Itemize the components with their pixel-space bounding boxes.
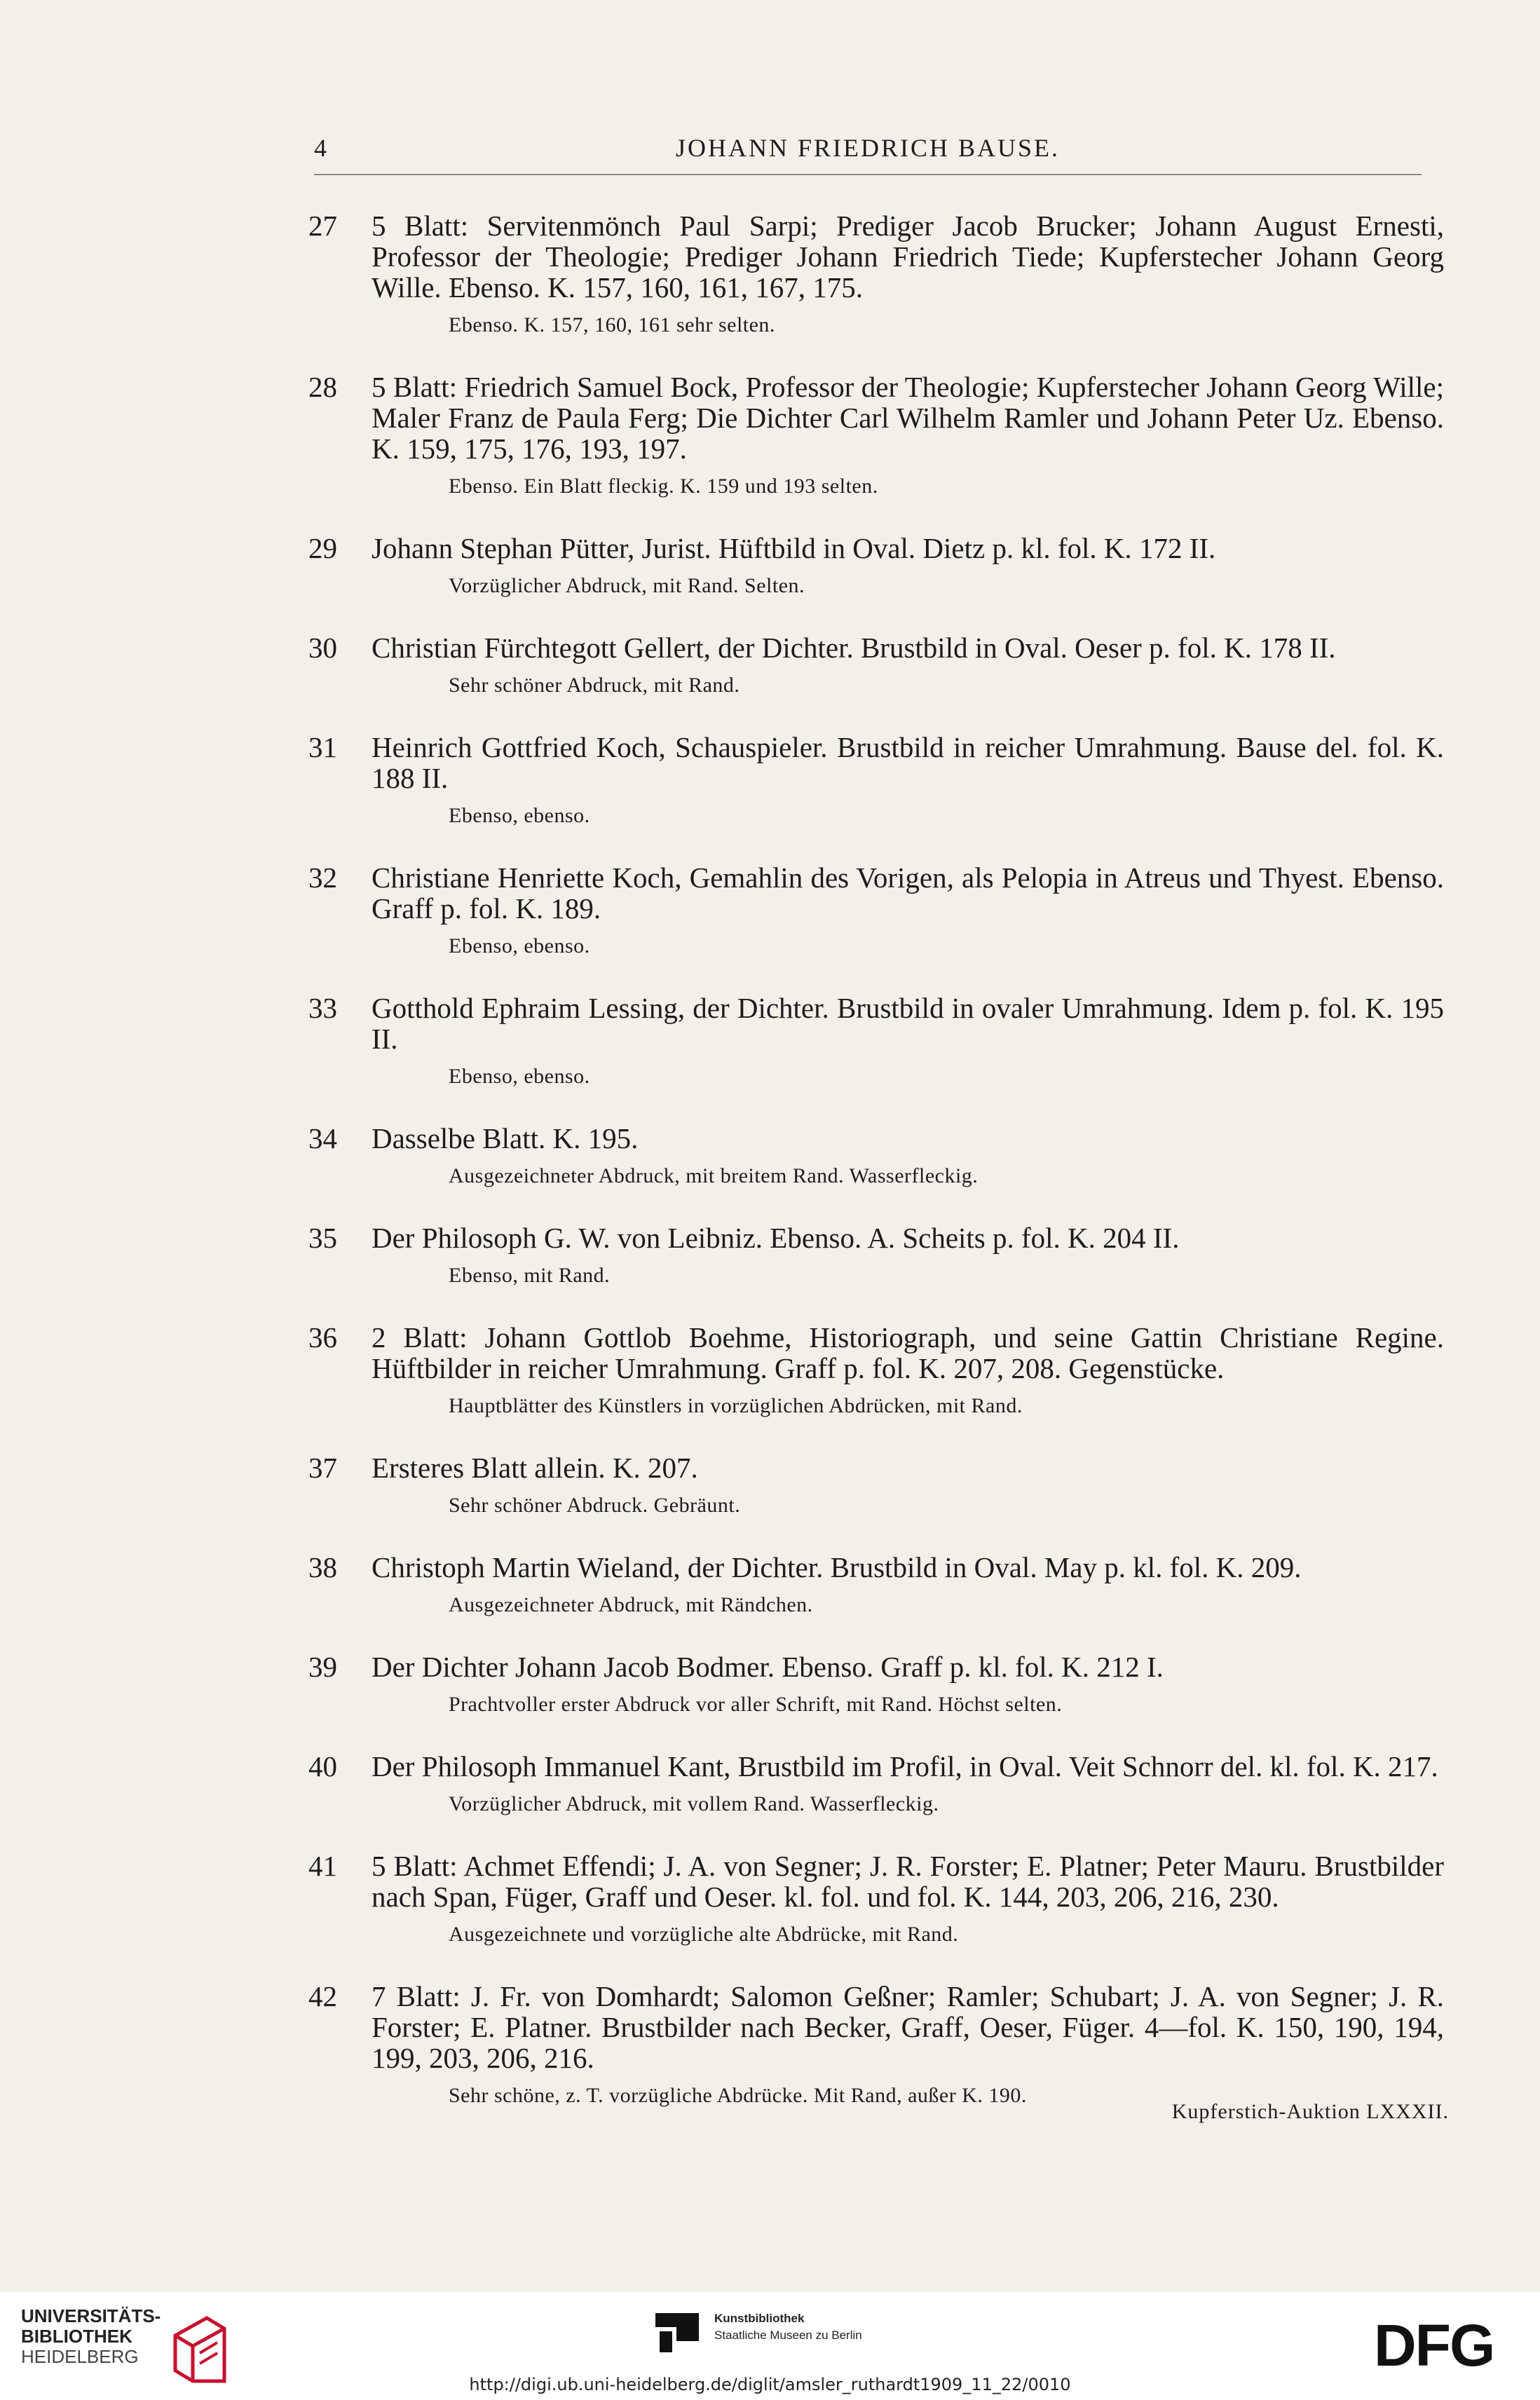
catalogue-entry [308, 1222, 1444, 1288]
kunstbibliothek-text [714, 2310, 862, 2344]
catalogue-entry [308, 1850, 1444, 1947]
entry-condition-note: Hauptblätter des Künstlers in vorzüglichen Abdrücken, mit Rand. [449, 1394, 1023, 1417]
entry-body [308, 632, 1444, 663]
entry-body [308, 1222, 1444, 1253]
entry-number: 33 [308, 992, 337, 1024]
catalogue-entries [308, 210, 1444, 2142]
entry-number: 36 [308, 1321, 337, 1354]
entry-body [308, 1123, 1444, 1154]
entry-body [308, 533, 1444, 564]
ub-logo-line: BIBLIOTHEK [21, 2326, 132, 2347]
entry-number: 41 [308, 1850, 337, 1882]
entry-description: Dasselbe Blatt. K. 195. [372, 1122, 639, 1154]
entry-condition-note: Ausgezeichneter Abdruck, mit breitem Rand. Wasserfleckig. [449, 1164, 979, 1187]
entry-number: 34 [308, 1122, 337, 1154]
catalogue-entry [308, 1651, 1444, 1717]
entry-description: Christiane Henriette Koch, Gemahlin des Vorigen, als Pelopia in Atreus und Thyest. Ebenso. Graff p. fol. K. 189. [372, 861, 1444, 925]
entry-description: Johann Stephan Pütter, Jurist. Hüftbild in Oval. Dietz p. kl. fol. K. 172 II. [372, 532, 1216, 564]
dfg-logo[interactable] [1374, 2312, 1494, 2378]
entry-body [308, 1981, 1444, 2073]
entry-condition-note: Sehr schöner Abdruck, mit Rand. [449, 674, 740, 697]
entry-description: 5 Blatt: Servitenmönch Paul Sarpi; Prediger Jacob Brucker; Johann August Ernesti, Professor der Theologie; Prediger Johann Friedrich Tiede; Kupferstecher Johann Georg Wille. Ebenso. K. 157, 160, 161, 167, 175. [372, 210, 1444, 304]
entry-condition-note: Vorzüglicher Abdruck, mit Rand. Selten. [449, 574, 805, 597]
ub-logo-line: HEIDELBERG [21, 2346, 139, 2367]
entry-description: Heinrich Gottfried Koch, Schauspieler. Brustbild in reicher Umrahmung. Bause del. fol. K. 188 II. [372, 731, 1444, 794]
entry-number: 39 [308, 1651, 337, 1683]
entry-condition-note: Sehr schöner Abdruck. Gebräunt. [449, 1494, 741, 1517]
entry-number: 30 [308, 632, 337, 664]
catalogue-entry [308, 732, 1444, 829]
entry-number: 40 [308, 1750, 337, 1782]
entry-body [308, 1850, 1444, 1912]
catalogue-entry [308, 210, 1444, 338]
catalogue-entry [308, 1981, 1444, 2108]
running-title: JOHANN FRIEDRICH BAUSE. [675, 134, 1061, 162]
entry-number: 27 [308, 210, 337, 242]
page-number: 4 [314, 134, 327, 162]
viewer-footer [0, 2292, 1540, 2400]
entry-body [308, 1322, 1444, 1384]
entry-number: 31 [308, 731, 337, 763]
entry-condition-note: Sehr schöne, z. T. vorzügliche Abdrücke. Mit Rand, außer K. 190. [449, 2084, 1027, 2107]
catalogue-entry [308, 1322, 1444, 1419]
entry-description: Der Philosoph G. W. von Leibniz. Ebenso. A. Scheits p. fol. K. 204 II. [372, 1222, 1180, 1254]
entry-condition-note: Vorzüglicher Abdruck, mit vollem Rand. Wasserfleckig. [449, 1792, 939, 1815]
entry-body [308, 862, 1444, 924]
catalogue-entry [308, 993, 1444, 1089]
entry-condition-note: Ebenso, ebenso. [449, 934, 590, 957]
entry-description: 5 Blatt: Friedrich Samuel Bock, Professor der Theologie; Kupferstecher Johann Georg Wille; Maler Franz de Paula Ferg; Die Dichter Carl Wilhelm Ramler und Johann Peter Uz. Ebenso. K. 159, 175, 176, 193, 197. [372, 371, 1444, 465]
header-rule [314, 174, 1422, 175]
entry-description: Christian Fürchtegott Gellert, der Dichter. Brustbild in Oval. Oeser p. fol. K. 178 II. [372, 632, 1336, 664]
catalogue-signature: Kupferstich-Auktion LXXXII. [1171, 2100, 1449, 2123]
entry-body [308, 732, 1444, 793]
entry-description: Gotthold Ephraim Lessing, der Dichter. Brustbild in ovaler Umrahmung. Idem p. fol. K. 195 II. [372, 992, 1444, 1055]
kunstbibliothek-mark-icon [655, 2313, 699, 2357]
entry-number: 29 [308, 532, 337, 564]
entry-number: 42 [308, 1980, 337, 2012]
catalogue-entry [308, 862, 1444, 959]
kb-title: Kunstbibliothek [714, 2312, 805, 2325]
dfg-logo-text: DFG [1374, 2312, 1494, 2378]
catalogue-entry [308, 632, 1444, 698]
entry-description: 5 Blatt: Achmet Effendi; J. A. von Segner; J. R. Forster; E. Platner; Peter Mauru. Brustbilder nach Span, Füger, Graff und Oeser. kl. fol. und fol. K. 144, 203, 206, 216, 230. [372, 1850, 1444, 1913]
entry-condition-note: Prachtvoller erster Abdruck vor aller Schrift, mit Rand. Höchst selten. [449, 1693, 1063, 1716]
ub-book-icon [168, 2314, 231, 2385]
entry-description: Der Dichter Johann Jacob Bodmer. Ebenso. Graff p. kl. fol. K. 212 I. [372, 1651, 1164, 1683]
entry-body [308, 1651, 1444, 1682]
catalogue-entry [308, 371, 1444, 499]
entry-body [308, 1552, 1444, 1583]
entry-description: Der Philosoph Immanuel Kant, Brustbild im Profil, in Oval. Veit Schnorr del. kl. fol. K. 217. [372, 1750, 1438, 1782]
entry-body [308, 371, 1444, 464]
catalogue-entry [308, 1123, 1444, 1189]
entry-condition-note: Ebenso. Ein Blatt fleckig. K. 159 und 193 selten. [449, 475, 878, 498]
entry-condition-note: Ebenso, ebenso. [449, 804, 590, 827]
entry-number: 32 [308, 861, 337, 894]
entry-body [308, 993, 1444, 1054]
ub-logo-line: UNIVERSITÄTS- [21, 2305, 161, 2326]
entry-number: 38 [308, 1551, 337, 1583]
entry-condition-note: Ebenso, mit Rand. [449, 1264, 611, 1287]
entry-condition-note: Ebenso. K. 157, 160, 161 sehr selten. [449, 313, 775, 336]
entry-description: 2 Blatt: Johann Gottlob Boehme, Historiograph, und seine Gattin Christiane Regine. Hüftbilder in reicher Umrahmung. Graff p. fol. K. 207, 208. Gegenstücke. [372, 1321, 1444, 1384]
entry-number: 28 [308, 371, 337, 403]
catalogue-entry [308, 1751, 1444, 1817]
permalink-url[interactable]: http://digi.ub.uni-heidelberg.de/diglit/amsler_ruthardt1909_11_22/0010 [469, 2375, 1071, 2394]
entry-number: 35 [308, 1222, 337, 1254]
entry-condition-note: Ausgezeichneter Abdruck, mit Rändchen. [449, 1593, 813, 1616]
entry-body [308, 1452, 1444, 1483]
ub-heidelberg-logo[interactable] [21, 2306, 231, 2383]
page-header [314, 133, 1422, 172]
catalogue-entry [308, 533, 1444, 599]
entry-description: Ersteres Blatt allein. K. 207. [372, 1452, 698, 1484]
entry-body [308, 210, 1444, 303]
catalogue-entry [308, 1552, 1444, 1618]
entry-condition-note: Ebenso, ebenso. [449, 1065, 590, 1088]
kb-subtitle: Staatliche Museen zu Berlin [714, 2329, 862, 2342]
catalogue-entry [308, 1452, 1444, 1518]
kunstbibliothek-logo[interactable] [655, 2305, 908, 2361]
entry-description: Christoph Martin Wieland, der Dichter. Brustbild in Oval. May p. kl. fol. K. 209. [372, 1551, 1302, 1583]
entry-body [308, 1751, 1444, 1782]
entry-number: 37 [308, 1452, 337, 1484]
entry-description: 7 Blatt: J. Fr. von Domhardt; Salomon Geßner; Ramler; Schubart; J. A. von Segner; J. R. Forster; E. Platner. Brustbilder nach Becker, Graff, Oeser, Füger. 4—fol. K. 150, 190, 194, 199, 203, 206, 216. [372, 1980, 1444, 2074]
entry-condition-note: Ausgezeichnete und vorzügliche alte Abdrücke, mit Rand. [449, 1923, 959, 1946]
